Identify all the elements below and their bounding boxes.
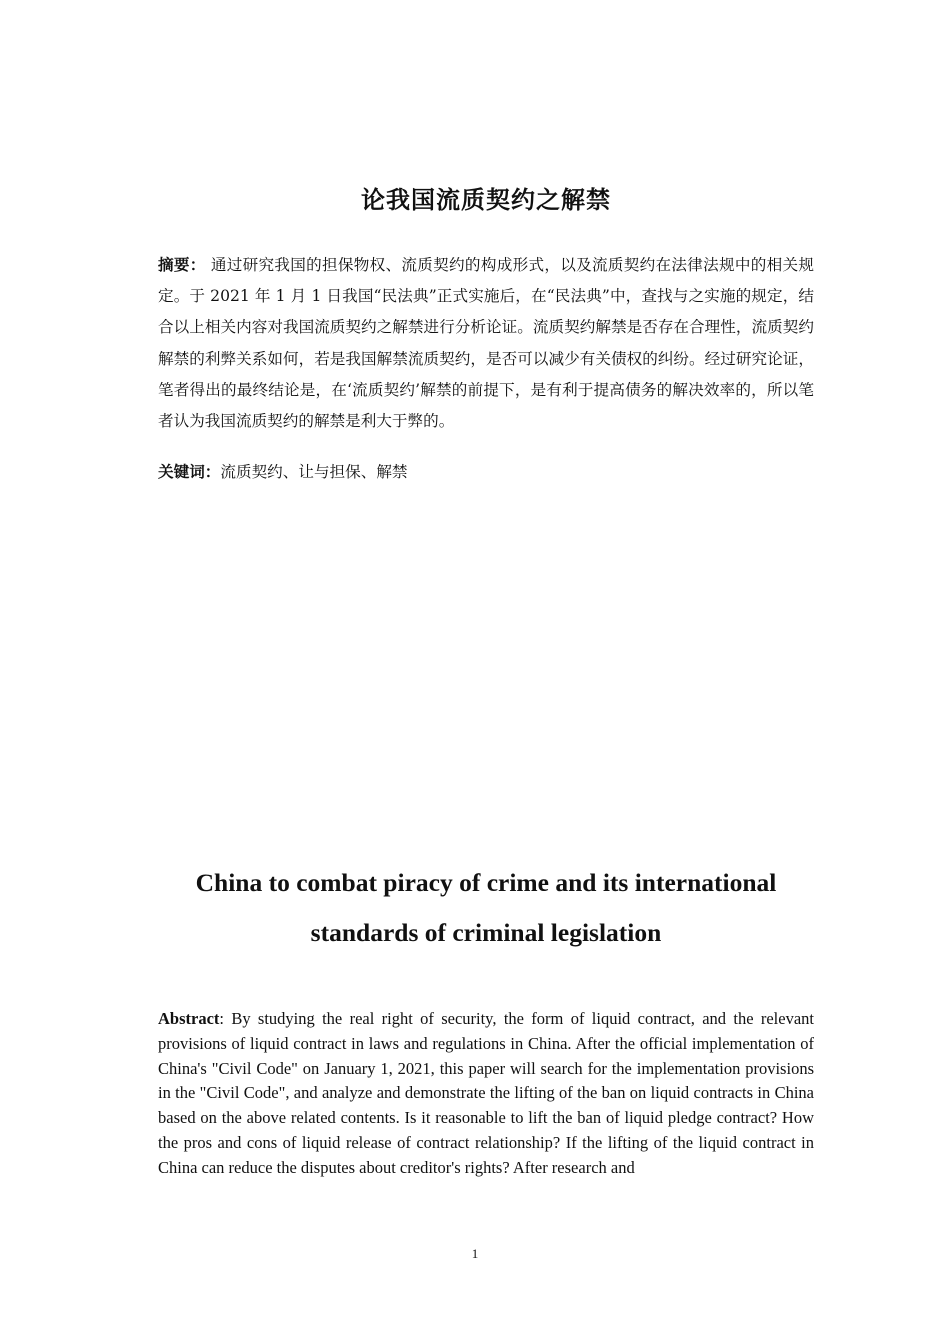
- english-abstract: [158, 1007, 814, 1182]
- chinese-abstract-label: 摘要：: [158, 255, 206, 274]
- chinese-keywords-text: 流质契约、让与担保、解禁: [220, 463, 408, 481]
- chinese-abstract: [158, 249, 814, 437]
- chinese-keywords: [158, 457, 814, 487]
- page-number: 1: [471, 1246, 479, 1261]
- english-abstract-text: : By studying the real right of security, the form of liquid contract, and the relevant provisions of liquid contract in laws and regulations in China. After the official implementation of China's "Civil Code" on January 1, 2021, this paper will search for the implementation provisions in the "Civil Code", and analyze and demonstrate the lifting of the ban on liquid contracts in China based on the above related contents. Is it reasonable to lift the ban of liquid pledge contract? How the pros and cons of liquid release of contract relationship? If the lifting of the liquid contract in China can reduce the disputes about creditor's rights? After research and: [158, 1009, 814, 1177]
- chinese-keywords-label: 关键词：: [158, 462, 221, 481]
- english-title: China to combat piracy of crime and its international standards of criminal legislation: [195, 868, 777, 947]
- chinese-abstract-text: 通过研究我国的担保物权、流质契约的构成形式，以及流质契约在法律法规中的相关规定。于 2021 年 1 月 1 日我国“民法典”正式实施后，在“民法典”中，查找与之实施的规定，结合以上相关内容对我国流质契约之解禁进行分析论证。流质契约解禁是否存在合理性，流质契约解禁的利弊关系如何，若是我国解禁流质契约，是否可以减少有关债权的纠纷。经过研究论证，笔者得出的最终结论是，在‘流质契约’解禁的前提下，是有利于提高债务的解决效率的，所以笔者认为我国流质契约的解禁是利大于弊的。: [158, 256, 814, 431]
- english-abstract-label: Abstract: [158, 1009, 220, 1028]
- chinese-title: 论我国流质契约之解禁: [361, 185, 611, 214]
